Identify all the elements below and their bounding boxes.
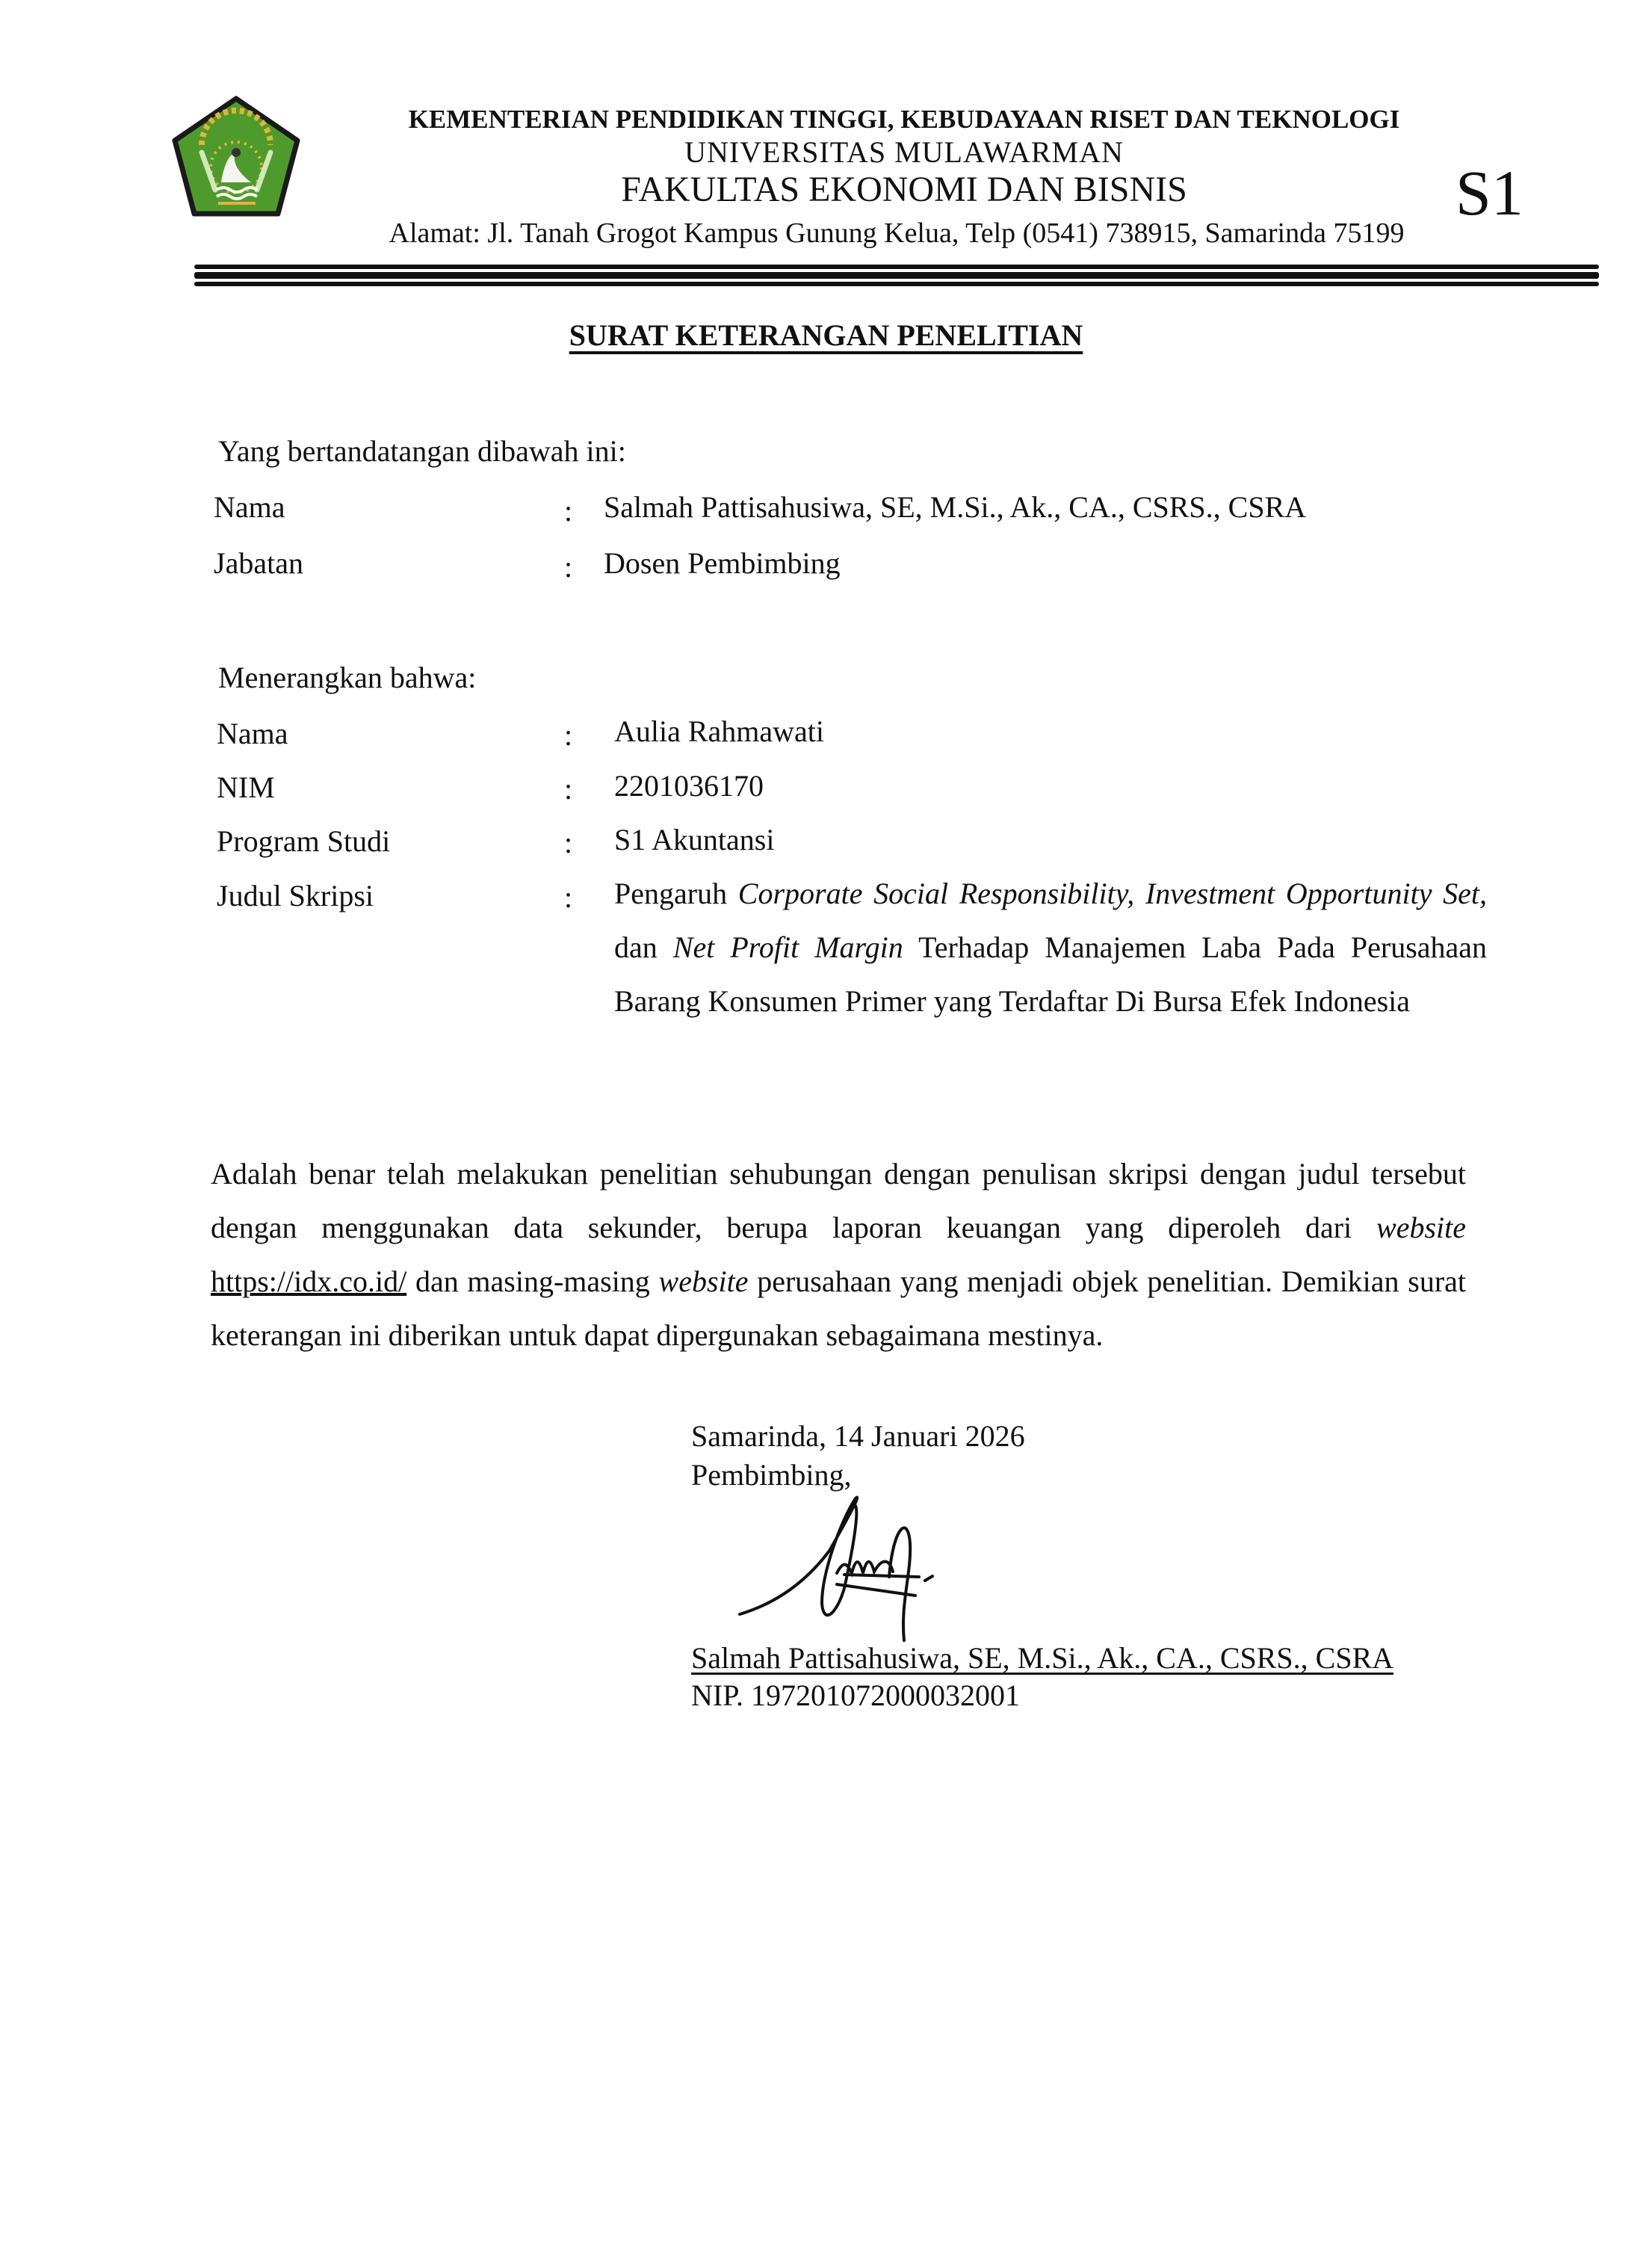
nim-label: NIM [217,771,275,804]
signer-role: Pembimbing, [691,1458,852,1492]
thesis-title-value: Pengaruh Corporate Social Responsibility, Investment Opportunity Set, dan Net Profit Margin Terhadap Manajemen Laba Pada Perusahaan Barang Konsumen Primer yang Terdaftar Di Bursa Efek Indonesia [614,877,1488,1018]
signer-position-colon: : [564,550,573,584]
signer-name-value: Salmah Pattisahusiwa, SE, M.Si., Ak., CA., CSRS., CSRA [604,490,1307,524]
university-crest-icon [170,94,302,221]
signature [732,1483,1001,1655]
signer-position-label: Jabatan [214,546,303,580]
student-intro: Menerangkan bahwa: [218,661,477,694]
thesis-title-label: Judul Skripsi [217,879,374,912]
level-mark: S1 [1455,157,1523,229]
faculty-name: FAKULTAS EKONOMI DAN BISNIS [621,170,1187,209]
student-name-colon: : [564,718,573,752]
body-paragraph: Adalah benar telah melakukan penelitian sehubungan dengan penulisan skripsi dengan judul tersebut dengan menggunakan data sekunder, berupa laporan keuangan yang diperoleh dari website https://idx.co.id/ dan masing-masing website perusahaan yang menjadi objek penelitian. Demikian surat keterangan ini diberikan untuk dapat dipergunakan sebagaimana mestinya. [211,1157,1467,1352]
header-rule-top [194,265,1599,269]
university-logo [170,94,302,221]
thesis-title-colon: : [564,880,573,914]
university-name: UNIVERSITAS MULAWARMAN [684,135,1124,169]
header-rule-bottom [194,282,1599,286]
header-rule-middle [194,272,1599,279]
document-title: SURAT KETERANGAN PENELITIAN [569,318,1083,352]
nim-value: 2201036170 [614,769,764,803]
study-program-colon: : [564,826,573,859]
signer-name-colon: : [564,494,573,528]
place-date: Samarinda, 14 Januari 2026 [691,1419,1025,1453]
study-program-label: Program Studi [217,824,391,858]
nim-colon: : [564,772,573,806]
signer-position-value: Dosen Pembimbing [604,546,841,580]
signer-name-label: Nama [214,490,285,524]
address: Alamat: Jl. Tanah Grogot Kampus Gunung Kelua, Telp (0541) 738915, Samarinda 75199 [389,217,1405,249]
signer-nip: NIP. 197201072000032001 [691,1679,1021,1712]
idx-link[interactable]: https://idx.co.id/ [211,1264,407,1298]
ministry-name: KEMENTERIAN PENDIDIKAN TINGGI, KEBUDAYAAN RISET DAN TEKNOLOGI [408,105,1400,134]
handwritten-signature-icon [732,1483,1001,1655]
study-program-value: S1 Akuntansi [614,823,775,856]
signer-intro: Yang bertandatangan dibawah ini: [218,434,626,468]
student-name-label: Nama [217,717,288,750]
signer-full-name: Salmah Pattisahusiwa, SE, M.Si., Ak., CA., CSRS., CSRA [691,1641,1394,1675]
student-name-value: Aulia Rahmawati [614,714,825,748]
